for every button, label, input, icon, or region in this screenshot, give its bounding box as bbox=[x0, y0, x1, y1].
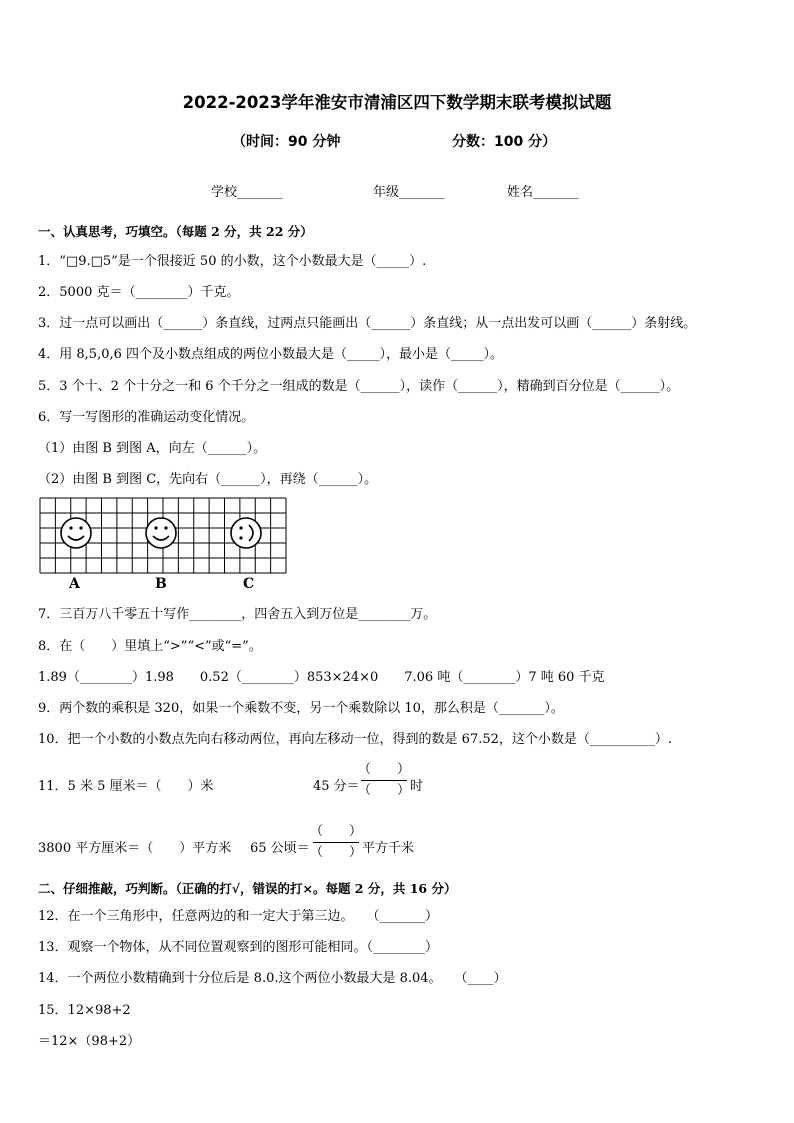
fraction-denominator: （ ） bbox=[358, 783, 411, 798]
question-10: 10．把一个小数的小数点先向右移动两位，再向左移动一位，得到的数是 67.52，这个小数是（__________）. bbox=[38, 732, 673, 747]
question-4: 4．用 8,5,0,6 四个及小数点组成的两位小数最大是（_____），最小是（_____）。 bbox=[38, 347, 504, 362]
fraction-numerator: （ ） bbox=[358, 762, 411, 777]
question-15-step-1: ＝12×（98+2） bbox=[38, 1034, 141, 1049]
question-11-part-4-prefix: 65 公顷＝ bbox=[250, 841, 310, 856]
figure-label-a: A bbox=[69, 576, 80, 592]
fraction-hectares-to-sqkm bbox=[310, 824, 362, 861]
question-11-part-3: 3800 平方厘米＝（ ）平方米 bbox=[38, 841, 232, 856]
question-11-part-2-suffix: 时 bbox=[410, 779, 424, 794]
section-1-heading: 一、认真思考，巧填空。（每题 2 分，共 22 分） bbox=[38, 224, 313, 239]
exam-time: （时间：90 分钟 bbox=[232, 134, 341, 150]
question-8: 8．在（ ）里填上“>”“<”或“=”。 bbox=[38, 639, 262, 654]
question-14: 14．一个两位小数精确到十分位后是 8.0.这个两位小数最大是 8.04。 （____） bbox=[38, 971, 507, 986]
question-7: 7．三百万八千零五十写作________，四舍五入到万位是________万。 bbox=[38, 607, 437, 622]
question-15: 15．12×98+2 bbox=[38, 1003, 131, 1018]
smiley-b-icon bbox=[146, 518, 176, 548]
question-2: 2．5000 克＝（________）千克。 bbox=[38, 285, 240, 300]
school-field[interactable]: 学校_______ bbox=[211, 185, 283, 200]
question-3: 3．过一点可以画出（______）条直线，过两点只能画出（______）条直线；从一点出发可以画（______）条射线。 bbox=[38, 316, 697, 331]
fraction-minutes-to-hours bbox=[358, 762, 410, 799]
fraction-bar bbox=[313, 842, 359, 843]
smiley-a-icon bbox=[61, 518, 91, 548]
question-9: 9．两个数的乘积是 320，如果一个乘数不变，另一个乘数除以 10，那么积是（_______）。 bbox=[38, 701, 564, 716]
question-8-items: 1.89（________）1.98 0.52（________）853×24×0 7.06 吨（________）7 吨 60 千克 bbox=[38, 670, 605, 685]
figure-label-c: C bbox=[243, 576, 255, 592]
name-field[interactable]: 姓名_______ bbox=[507, 185, 579, 200]
smiley-c-rotated-icon bbox=[231, 518, 261, 548]
question-5: 5．3 个十、2 个十分之一和 6 个千分之一组成的数是（______），读作（______），精确到百分位是（______）。 bbox=[38, 379, 680, 394]
question-12: 12．在一个三角形中，任意两边的和一定大于第三边。 （_______） bbox=[38, 909, 439, 924]
section-2-heading: 二、仔细推敲，巧判断。（正确的打√，错误的打×。每题 2 分，共 16 分） bbox=[38, 881, 457, 896]
figure-label-b: B bbox=[155, 576, 167, 592]
question-1: 1．“□9.□5”是一个很接近 50 的小数，这个小数最大是（_____）. bbox=[38, 254, 427, 269]
question-11-part-1: 11．5 米 5 厘米＝（ ）米 bbox=[38, 779, 214, 794]
question-6: 6．写一写图形的准确运动变化情况。 bbox=[38, 410, 255, 425]
question-11-part-4-suffix: 平方千米 bbox=[362, 841, 415, 856]
page-title: 2022-2023学年淮安市清浦区四下数学期末联考模拟试题 bbox=[182, 93, 612, 112]
question-6-part-2: （2）由图 B 到图 C，先向右（______），再绕（______）。 bbox=[38, 472, 378, 487]
question-13: 13．观察一个物体，从不同位置观察到的图形可能相同。（________） bbox=[38, 940, 439, 955]
exam-score: 分数：100 分） bbox=[452, 134, 557, 150]
fraction-bar bbox=[361, 780, 407, 781]
question-11-part-2-prefix: 45 分＝ bbox=[313, 779, 360, 794]
question-6-part-1: （1）由图 B 到图 A，向左（______）。 bbox=[38, 441, 267, 456]
grade-field[interactable]: 年级_______ bbox=[373, 185, 445, 200]
fraction-denominator: （ ） bbox=[310, 845, 363, 860]
fraction-numerator: （ ） bbox=[310, 824, 363, 839]
